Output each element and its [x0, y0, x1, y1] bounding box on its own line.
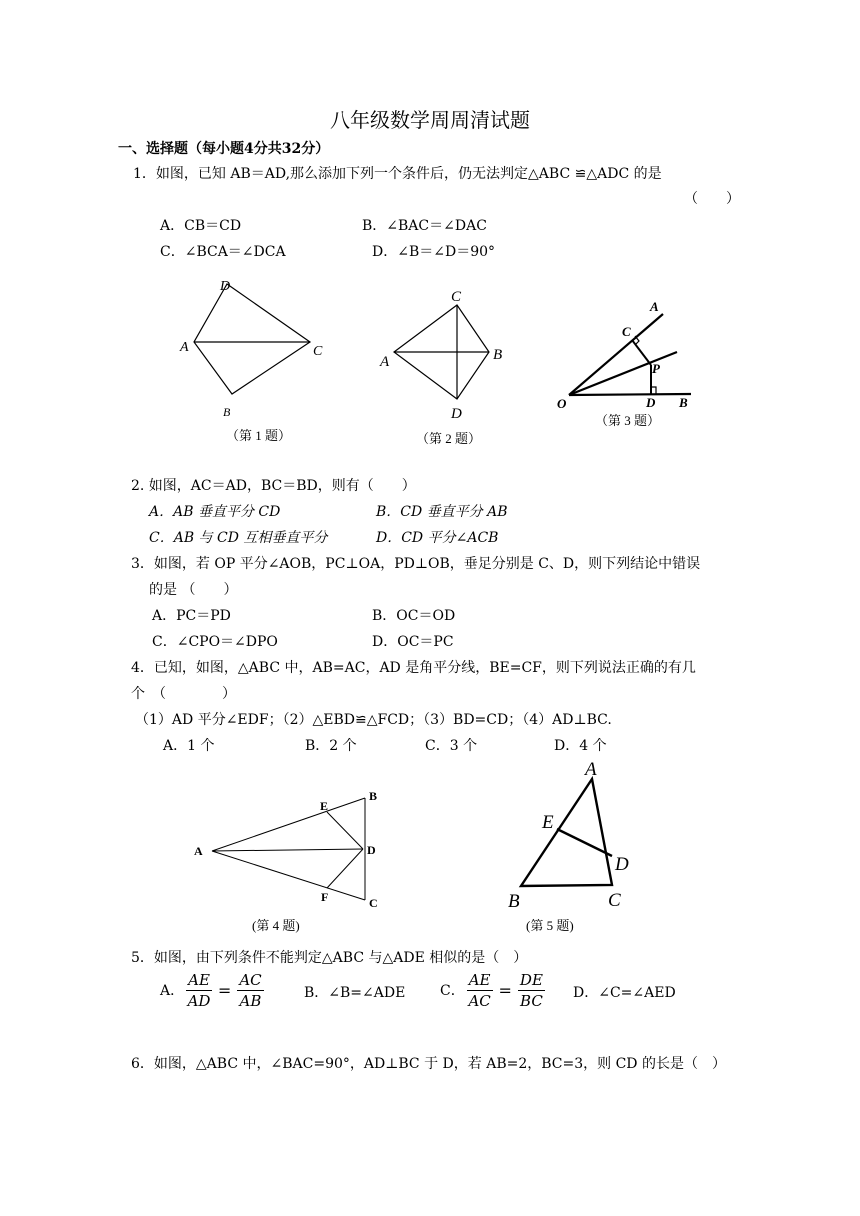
numerator: AE — [188, 970, 210, 989]
fig5-label-d: D — [615, 854, 629, 875]
q4-option-c: C．3 个 — [425, 738, 478, 754]
fig5-caption: (第 5 题) — [526, 918, 574, 933]
fig4-caption: (第 4 题) — [252, 918, 300, 933]
fig5-label-a: A — [585, 759, 597, 780]
q2-option-d: D．CD 平分∠ACB — [376, 530, 499, 546]
q1-option-b: B．∠BAC＝∠DAC — [362, 218, 487, 234]
q3-option-c: C．∠CPO＝∠DPO — [152, 634, 278, 650]
fig3-label-a: A — [650, 299, 659, 314]
q3-stem: 3．如图，若 OP 平分∠AOB，PC⊥OA，PD⊥OB，垂足分别是 C、D，则下列结论中错误 — [131, 556, 701, 572]
fraction — [467, 970, 493, 1011]
numerator: AE — [468, 970, 491, 989]
q5-option-c — [440, 968, 545, 1012]
fig2-label-d: D — [451, 406, 462, 422]
fig2-label-a: A — [380, 354, 390, 370]
section-heading: 一、选择题（每小题4分共32分） — [118, 141, 330, 157]
figure-1 — [170, 270, 340, 450]
q3-option-d: D．OC＝PC — [372, 634, 454, 650]
q3-stem-continued: 的是 （ ） — [149, 582, 238, 598]
fig3-label-d: D — [646, 395, 656, 410]
numerator: AC — [239, 970, 262, 989]
fig3-label-b: B — [679, 395, 688, 410]
fig3-label-p: P — [652, 361, 660, 376]
q1-option-c: C．∠BCA＝∠DCA — [160, 244, 286, 260]
q4-option-a: A．1 个 — [163, 738, 215, 754]
fraction — [237, 970, 263, 1011]
fig1-caption: （第 1 题） — [226, 428, 292, 443]
fraction — [186, 970, 212, 1011]
fig4-label-e: E — [320, 799, 329, 813]
figure-3 — [555, 292, 715, 432]
q2-option-b: B．CD 垂直平分 AB — [376, 504, 508, 520]
q4-option-b: B．2 个 — [305, 738, 357, 754]
fig3-label-o: O — [557, 396, 567, 411]
q5-option-d: D．∠C=∠AED — [573, 985, 676, 1001]
figure-5 — [500, 758, 650, 940]
fig2-caption: （第 2 题） — [416, 431, 482, 446]
denominator: BC — [520, 991, 543, 1010]
fig1-label-b: B — [223, 405, 231, 419]
fig2-label-b: B — [493, 347, 503, 363]
q4-statements: （1）AD 平分∠EDF；（2）△EBD≌△FCD；（3）BD=CD；（4）AD⊥BC. — [135, 712, 612, 728]
q1-stem: 1．如图，已知 AB＝AD,那么添加下列一个条件后，仍无法判定△ABC ≌△ADC 的是 — [133, 166, 662, 182]
q4-stem: 4．已知，如图，△ABC 中，AB=AC，AD 是角平分线，BE=CF，则下列说法正确的有几 — [131, 660, 696, 676]
fig4-label-d: D — [367, 843, 376, 857]
q2-option-a: A．AB 垂直平分 CD — [149, 504, 281, 520]
fig4-label-b: B — [369, 789, 378, 803]
equals-sign: = — [498, 980, 512, 1000]
denominator: AD — [187, 991, 211, 1010]
fig1-label-c: C — [313, 344, 323, 359]
q5-option-a-label: A． — [160, 983, 185, 999]
fig1-label-a: A — [180, 340, 189, 355]
numerator: DE — [519, 970, 543, 989]
q3-option-b: B．OC＝OD — [372, 608, 456, 624]
q1-option-a: A．CB＝CD — [160, 218, 242, 234]
q3-option-a: A．PC＝PD — [152, 608, 231, 624]
fig4-label-f: F — [321, 890, 329, 904]
q4-stem-continued: 个 （ ） — [131, 686, 236, 702]
q5-option-a — [160, 968, 264, 1012]
fig5-label-c: C — [608, 890, 621, 911]
q2-option-c: C．AB 与 CD 互相垂直平分 — [149, 530, 328, 546]
q5-option-b: B．∠B=∠ADE — [304, 985, 406, 1001]
page-title: 八年级数学周周清试题 — [330, 108, 530, 132]
fraction — [518, 970, 545, 1011]
q6-stem: 6．如图，△ABC 中，∠BAC=90°，AD⊥BC 于 D，若 AB=2，BC=3，则 CD 的长是（ ） — [131, 1056, 726, 1072]
q2-stem: 2. 如图，AC＝AD，BC＝BD，则有（ ） — [131, 478, 416, 494]
q5-option-c-label: C． — [440, 983, 465, 999]
fig2-label-c: C — [451, 289, 462, 305]
q5-stem: 5．如图，由下列条件不能判定△ABC 与△ADE 相似的是（ ） — [131, 950, 528, 966]
fig3-label-c: C — [622, 324, 631, 339]
q4-option-d: D．4 个 — [554, 738, 607, 754]
fig5-label-b: B — [508, 891, 520, 912]
fig3-caption: （第 3 题） — [595, 413, 661, 428]
figure-2 — [372, 285, 532, 455]
denominator: AB — [239, 991, 262, 1010]
fig5-label-e: E — [542, 812, 554, 833]
fig4-label-a: A — [194, 844, 203, 858]
q1-option-d: D．∠B＝∠D＝90° — [372, 244, 496, 260]
figure-4 — [185, 780, 405, 940]
fig1-label-d: D — [220, 279, 231, 294]
fig4-label-c: C — [369, 896, 378, 910]
equals-sign: = — [217, 980, 232, 1000]
q1-answer-paren: （ ） — [684, 191, 740, 207]
denominator: AC — [468, 991, 491, 1010]
